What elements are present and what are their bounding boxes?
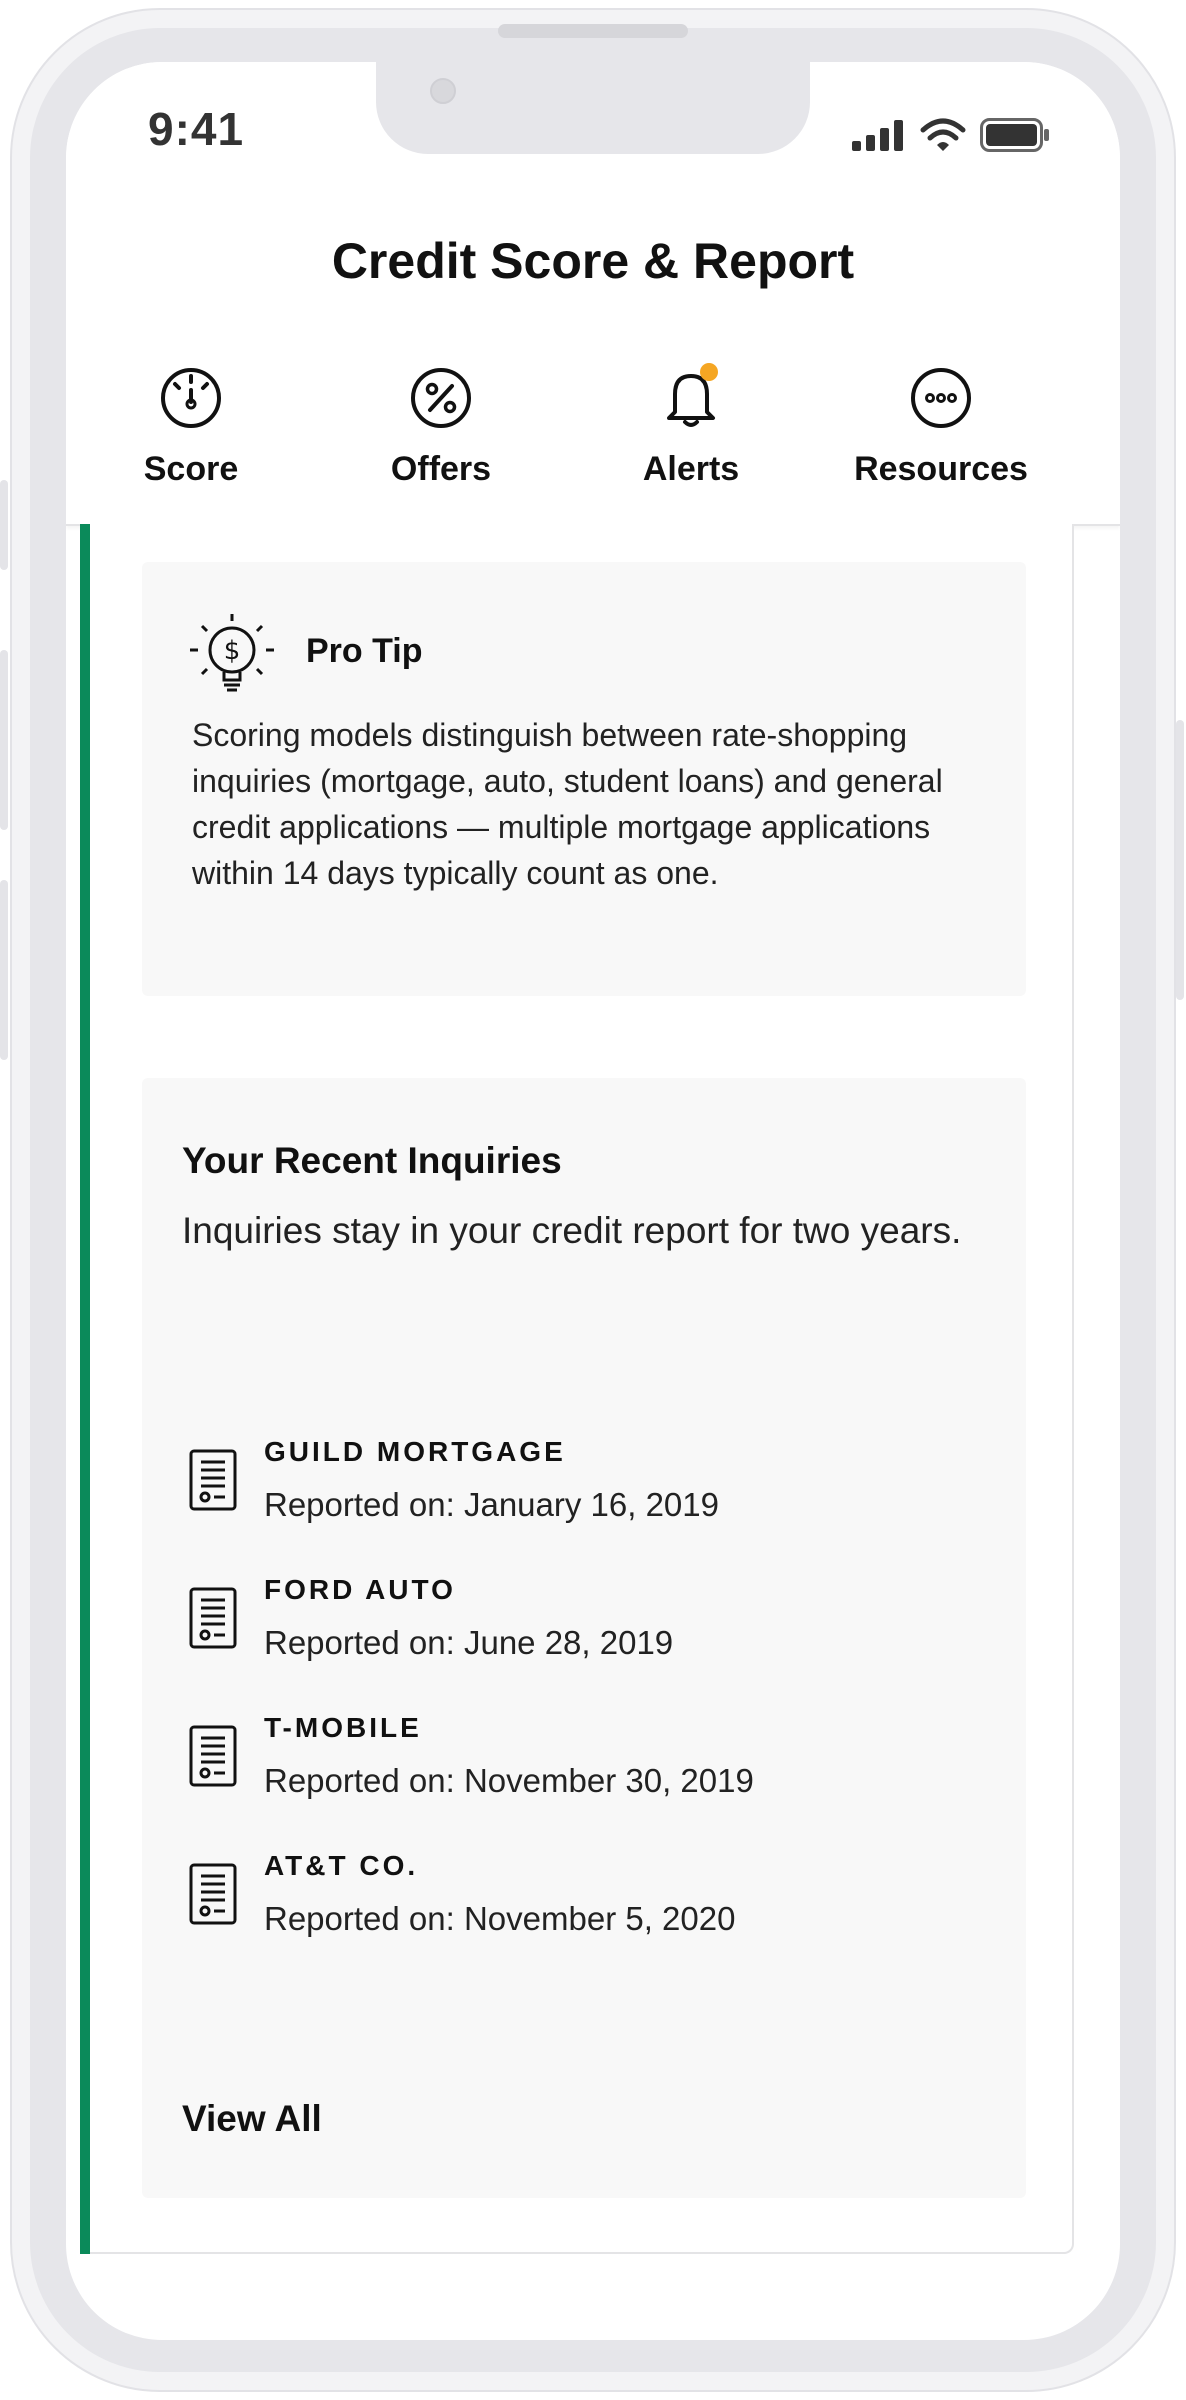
view-all-link[interactable]: View All [182, 2098, 322, 2139]
pro-tip-text: Scoring models distinguish between rate-shopping inquiries (mortgage, auto, student loans) and general credit applications — multiple mortgage applications within 14 days typically count as one. [192, 717, 943, 891]
inquiries-list [182, 1436, 1002, 1988]
inquiry-item [182, 1436, 1002, 1574]
svg-text:$: $ [223, 636, 241, 666]
inquiries-subtitle: Inquiries stay in your credit report for two years. [182, 1210, 962, 1251]
nav-label-resources: Resources [854, 450, 1028, 488]
recent-inquiries-panel [142, 1078, 1026, 2198]
top-nav [66, 358, 1120, 508]
percent-icon [403, 358, 479, 434]
page-title: Credit Score & Report [331, 233, 855, 289]
inquiry-date: Reported on: January 16, 2019 [264, 1486, 719, 1523]
inquiry-name: GUILD MORTGAGE [264, 1436, 566, 1467]
inquiry-name: AT&T CO. [264, 1850, 419, 1881]
inquiry-item [182, 1574, 1002, 1712]
front-camera [430, 78, 456, 104]
pro-tip-title: Pro Tip [306, 632, 423, 670]
phone-screen [66, 62, 1120, 2340]
notch [376, 62, 810, 154]
nav-item-score[interactable] [66, 358, 316, 489]
inquiry-item [182, 1850, 1002, 1988]
power-button [1176, 720, 1184, 1000]
volume-up-button [0, 650, 8, 830]
inquiry-item [182, 1712, 1002, 1850]
document-icon [188, 1724, 238, 1788]
nav-label-alerts: Alerts [642, 450, 740, 488]
document-icon [188, 1862, 238, 1926]
inquiry-date: Reported on: November 5, 2020 [264, 1900, 736, 1937]
nav-item-offers[interactable] [316, 358, 566, 489]
status-icons [852, 118, 1050, 152]
accent-bar [80, 524, 90, 2254]
nav-label-score: Score [143, 450, 239, 488]
nav-label-offers: Offers [390, 450, 492, 488]
document-icon [188, 1448, 238, 1512]
speaker-grille [498, 24, 688, 38]
nav-item-alerts[interactable] [566, 358, 816, 489]
volume-down-button [0, 880, 8, 1060]
pro-tip-panel [142, 562, 1026, 996]
more-icon [903, 358, 979, 434]
document-icon [188, 1586, 238, 1650]
inquiries-title: Your Recent Inquiries [182, 1140, 562, 1181]
inquiry-name: FORD AUTO [264, 1574, 456, 1605]
inquiry-name: T-MOBILE [264, 1712, 422, 1743]
battery-icon [980, 118, 1050, 152]
mute-switch [0, 480, 8, 570]
status-time: 9:41 [148, 103, 245, 155]
bell-icon [653, 358, 729, 434]
wifi-icon [920, 118, 966, 152]
lightbulb-dollar-icon [188, 612, 278, 702]
gauge-icon [153, 358, 229, 434]
signal-icon [852, 119, 906, 151]
inquiry-date: Reported on: June 28, 2019 [264, 1624, 674, 1661]
nav-item-resources[interactable] [816, 358, 1066, 489]
inquiry-date: Reported on: November 30, 2019 [264, 1762, 754, 1799]
